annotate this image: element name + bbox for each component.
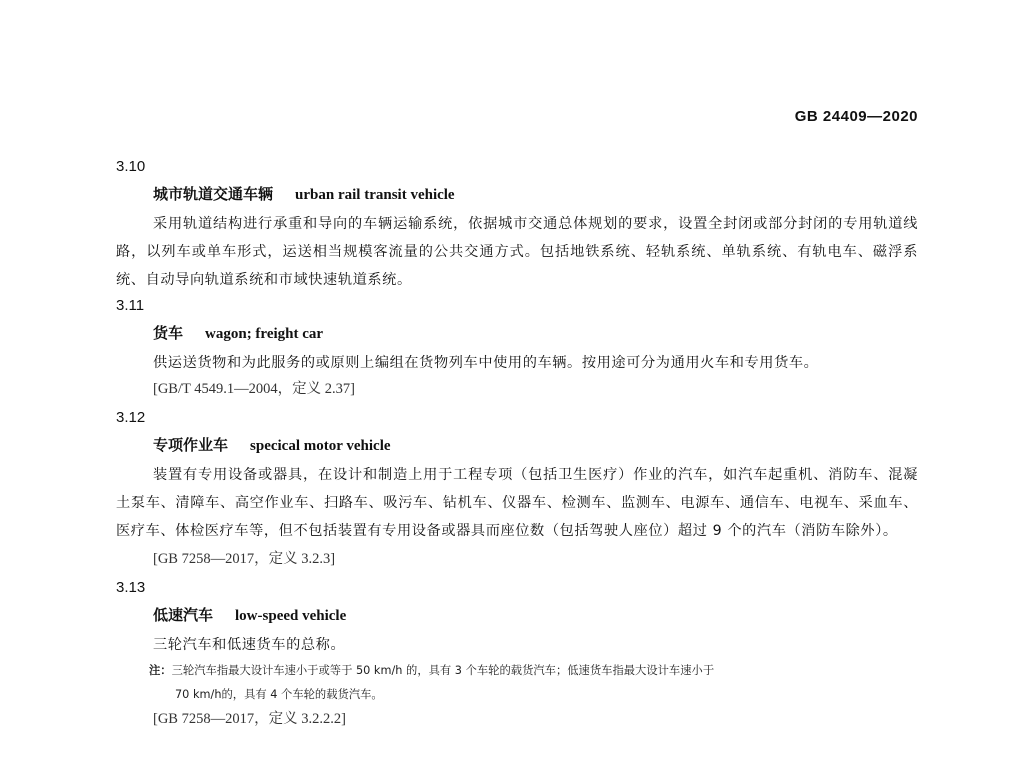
- note-text-line1: 三轮汽车指最大设计车速小于或等于 50 km/h 的，具有 3 个车轮的载货汽车；低速货车指最大设计车速小于: [171, 664, 715, 677]
- entry-term: [116, 182, 918, 210]
- note-text-line2: 70 km/h的，具有 4 个车轮的载货汽车。: [175, 688, 383, 701]
- note-label: 注：: [149, 664, 172, 677]
- term-english: urban rail transit vehicle: [295, 187, 455, 203]
- term-english: specical motor vehicle: [250, 438, 391, 454]
- term-english: low-speed vehicle: [235, 608, 347, 624]
- entry-definition: 三轮汽车和低速货车的总称。: [153, 637, 346, 653]
- entry-number: 3.13: [116, 579, 146, 596]
- entry-term: [116, 433, 918, 461]
- standard-code: GB 24409—2020: [794, 108, 918, 125]
- entry-reference: [GB 7258—2017，定义 3.2.3]: [153, 551, 336, 567]
- term-english: wagon; freight car: [205, 326, 324, 342]
- entry-note: [116, 659, 918, 707]
- entry-definition: 采用轨道结构进行承重和导向的车辆运输系统，依据城市交通总体规划的要求，设置全封闭或部分封闭的专用轨道线路，以列车或单车形式，运送相当规模客流量的公共交通方式。包括地铁系统、轻轨系统、单轨系统、有轨电车、磁浮系统、自动导向轨道系统和市域快速轨道系统。: [116, 216, 918, 288]
- entry-term: [116, 321, 918, 349]
- term-chinese: 城市轨道交通车辆: [153, 185, 274, 203]
- entry-reference: [GB/T 4549.1—2004，定义 2.37]: [153, 381, 355, 397]
- entry-definition: 装置有专用设备或器具，在设计和制造上用于工程专项（包括卫生医疗）作业的汽车，如汽车起重机、消防车、混凝土泵车、清障车、高空作业车、扫路车、吸污车、钻机车、仪器车、检测车、监测车、电源车、通信车、电视车、采血车、医疗车、体检医疗车等，但不包括装置有专用设备或器具而座位数（包括驾驶人座位）超过 9 个的汽车（消防车除外）。: [116, 467, 918, 539]
- entry-number: 3.12: [116, 409, 146, 426]
- term-chinese: 货车: [153, 324, 184, 342]
- term-chinese: 低速汽车: [153, 606, 214, 624]
- entry-definition: 供运送货物和为此服务的或原则上编组在货物列车中使用的车辆。按用途可分为通用火车和专用货车。: [153, 355, 819, 371]
- term-chinese: 专项作业车: [153, 436, 229, 454]
- entry-number: 3.11: [116, 297, 145, 314]
- terms-content: [116, 155, 918, 736]
- entry-number: 3.10: [116, 158, 146, 175]
- entry-reference: [GB 7258—2017，定义 3.2.2.2]: [153, 711, 346, 727]
- entry-term: [116, 603, 918, 631]
